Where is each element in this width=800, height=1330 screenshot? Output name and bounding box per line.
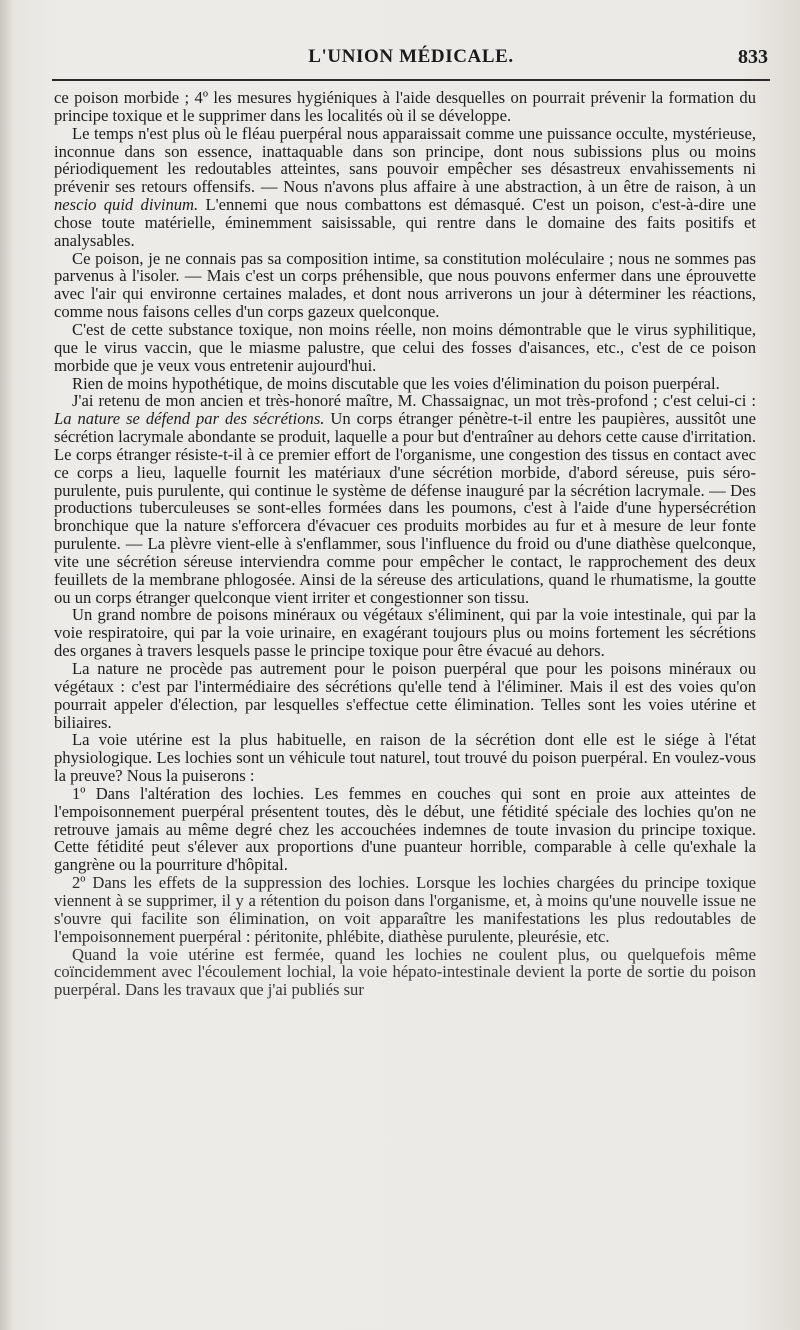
paragraph xyxy=(54,125,756,250)
italic-phrase: La nature se défend par des sécrétions. xyxy=(54,409,325,429)
italic-phrase: nescio quid divinum. xyxy=(54,195,199,215)
paragraph-text: J'ai retenu de mon ancien et très-honoré maître, M. Chassaignac, un mot très-profond ; c'est celui-ci : xyxy=(72,391,756,411)
paragraph: Ce poison, je ne connais pas sa composition intime, sa constitution moléculaire ; nous ne sommes pas parvenus à l'isoler. — Mais c'est un corps préhensible, que nous pouvons enfermer dans une éprouvette avec l'air qui environne certaines malades, et dont nous arriverons un jour à déterminer les réactions, comme nous faisons celles d'un corps gazeux quelconque. xyxy=(54,248,756,322)
paragraph: 1º Dans l'altération des lochies. Les femmes en couches qui sont en proie aux atteintes de l'empoisonnement puerpéral présentent toutes, dès le début, une fétidité spéciale des lochies qu'on ne retrouve jamais au même degré chez les accouchées indemnes de toute invasion du principe toxique. Cette fétidité peut s'élever aux proportions d'une puanteur horrible, comparable à celle qu'exhale la gangrène ou la pourriture d'hôpital. xyxy=(54,783,756,875)
paragraph: 2º Dans les effets de la suppression des lochies. Lorsque les lochies chargées du principe toxique viennent à se supprimer, il y a rétention du poison dans l'organisme, et, à moins qu'une nouvelle issue ne s'ouvre qui facilite son élimination, on voit apparaître les manifestations les plus redoutables de l'empoisonnement puerpéral : péritonite, phlébite, diathèse purulente, pleurésie, etc. xyxy=(54,873,756,946)
running-title: L'UNION MÉDICALE. xyxy=(308,46,514,67)
paragraph: La nature ne procède pas autrement pour le poison puerpéral que pour les poisons minéraux ou végétaux : c'est par l'intermédiaire des sécrétions qu'elle tend à l'éliminer. Mais il est des voies qu'on pourrait appeler d'élection, par lesquelles s'effectue cette élimination. Telles sont les voies utérine et biliaires. xyxy=(54,659,756,732)
paragraph: Quand la voie utérine est fermée, quand les lochies ne coulent plus, ou quelquefois même coïncidemment avec l'écoulement lochial, la voie hépato-intestinale devient la porte de sortie du poison puerpéral. Dans les travaux que j'ai publiés sur xyxy=(54,944,756,1000)
header-rule xyxy=(52,79,770,81)
paragraph: C'est de cette substance toxique, non moins réelle, non moins démontrable que le virus syphilitique, que le virus vaccin, que le miasme palustre, que celui des fosses d'aisances, etc., c'est de ce poison morbide que je veux vous entretenir aujourd'hui. xyxy=(54,319,756,375)
paragraph: ce poison morbide ; 4º les mesures hygiéniques à l'aide desquelles on pourrait prévenir la formation du principe toxique et le supprimer dans les localités où il se développe. xyxy=(54,88,756,125)
paragraph: La voie utérine est la plus habituelle, en raison de la sécrétion dont elle est le siége à l'état physiologique. Les lochies sont un véhicule tout naturel, tout trouvé du poison puerpéral. En voulez-vous la preuve? Nous la puiserons : xyxy=(54,730,756,786)
paragraph-text: Le temps n'est plus où le fléau puerpéral nous apparaissait comme une puissance occulte, mystérieuse, inconnue dans son essence, inattaquable dans son principe, dont nous subissions plus ou moins périodiquement les redoutables atteintes, sans pouvoir empêcher ses désastreux envahissements ni prévenir ses retours offensifs. — Nous n'avons plus affaire à une abstraction, à un être de raison, à un xyxy=(54,123,756,197)
paragraph: Rien de moins hypothétique, de moins discutable que les voies d'élimination du poison puerpéral. xyxy=(72,373,720,393)
running-header xyxy=(50,46,772,76)
paragraph-text: L'ennemi que nous combattons est démasqué. C'est un poison, c'est-à-dire une chose toute matérielle, éminemment saisissable, qui rentre dans le domaine des faits positifs et analysables. xyxy=(54,195,756,250)
paragraph: Un grand nombre de poisons minéraux ou végétaux s'éliminent, qui par la voie intestinale, qui par la voie respiratoire, qui par la voie urinaire, en exagérant toujours plus ou moins fortement les sécrétions des organes à travers lesquels passe le principe toxique pour être évacué au dehors. xyxy=(54,605,756,661)
paragraph xyxy=(54,392,756,606)
paragraph-text: Un corps étranger pénètre-t-il entre les paupières, aussitôt une sécrétion lacrymale abondante se produit, laquelle a pour but d'entraîner au dehors cette cause d'irritation. Le corps étranger résiste-t-il à ce premier effort de l'organisme, une congestion des tissus en contact avec ce corps a lieu, laquelle fournit les matériaux d'une sécrétion morbide, d'abord séreuse, puis séro-purulente, puis purulente, qui continue le système de défense inauguré par la sécrétion lacrymale. — Des productions tuberculeuses se sont-elles formées dans les poumons, c'est à l'aide d'une hypersécrétion bronchique que la nature s'efforcera d'évacuer ces produits morbides au fur et à mesure de leur fonte purulente. — La plèvre vient-elle à s'enflammer, sous l'influence du froid ou d'une diathèse quelconque, vite une sécrétion séreuse interviendra comme pour empêcher le contact, le rapprochement des deux feuillets de la membrane phlogosée. Ainsi de la séreuse des articulations, quand le rhumatisme, la goutte ou un corps étranger quelconque vient irriter et congestionner son tissu. xyxy=(54,409,757,607)
page-number: 833 xyxy=(738,46,768,68)
body-text xyxy=(54,89,756,999)
